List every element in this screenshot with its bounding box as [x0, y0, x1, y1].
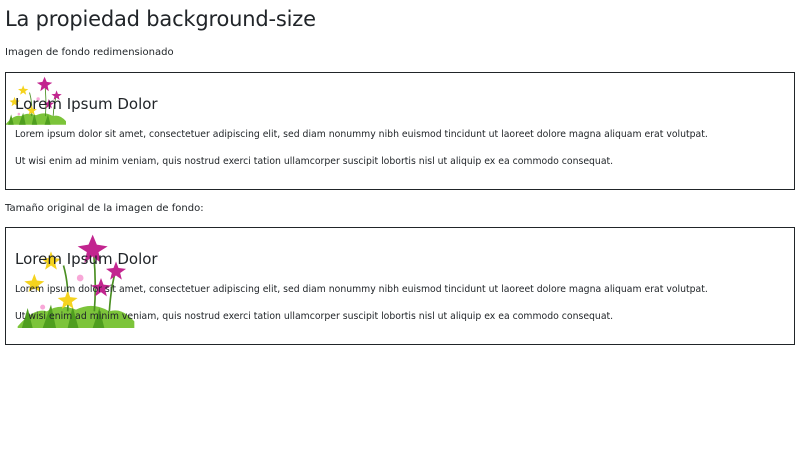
resized-background-box [5, 72, 795, 190]
page-title: La propiedad background-size [5, 7, 316, 31]
section-1-paragraph-2: Ut wisi enim ad minim veniam, quis nostrud exerci tation ullamcorper suscipit lobortis nisl ut aliquip ex ea commodo consequat. [15, 156, 614, 167]
section-1-caption: Imagen de fondo redimensionado [5, 47, 174, 58]
original-size-background-box [5, 227, 795, 345]
section-2-paragraph-2: Ut wisi enim ad minim veniam, quis nostrud exerci tation ullamcorper suscipit lobortis nisl ut aliquip ex ea commodo consequat. [15, 311, 614, 322]
section-1-paragraph-1: Lorem ipsum dolor sit amet, consectetuer adipiscing elit, sed diam nonummy nibh euismod tincidunt ut laoreet dolore magna aliquam erat volutpat. [15, 129, 708, 140]
section-1-heading: Lorem Ipsum Dolor [15, 95, 158, 113]
section-2-paragraph-1: Lorem ipsum dolor sit amet, consectetuer adipiscing elit, sed diam nonummy nibh euismod tincidunt ut laoreet dolore magna aliquam erat volutpat. [15, 284, 708, 295]
section-2-caption: Tamaño original de la imagen de fondo: [5, 203, 204, 214]
section-2-heading: Lorem Ipsum Dolor [15, 250, 158, 268]
